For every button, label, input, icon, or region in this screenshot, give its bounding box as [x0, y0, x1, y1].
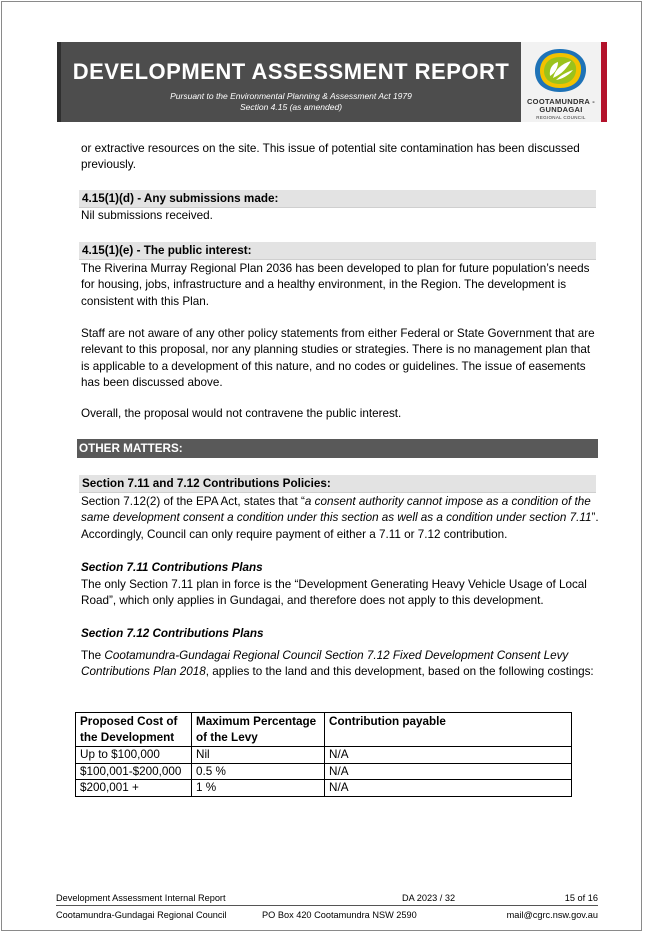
levy-header-contribution: Contribution payable — [325, 713, 572, 747]
contributions-quote: a consent authority cannot impose as a condition of the same development consent a condition under this section as well as a condition under section 7.11 — [81, 495, 592, 525]
public-interest-paragraph-3: Overall, the proposal would not contravene the public interest. — [81, 407, 402, 420]
levy-cell-percentage: 0.5 % — [192, 763, 325, 780]
footer-page-number: 15 of 16 — [564, 893, 598, 903]
levy-cell-contribution: N/A — [325, 763, 572, 780]
section-711-heading: Section 7.11 Contributions Plans — [81, 561, 263, 574]
levy-cell-cost: $100,001-$200,000 — [76, 763, 192, 780]
contributions-text-tail: ”. Accordingly, Council can only require payment of either a 7.11 or 7.12 contribution. — [81, 511, 599, 541]
levy-header-cost: Proposed Cost of the Development — [76, 713, 192, 747]
public-interest-paragraph-2: Staff are not aware of any other policy statements from either Federal or State Government that are relevant to this proposal, nor any planning studies or strategies. There is no management plan that is applicable to a development of this nature, and no codes or guidelines. The issue of easements has been discussed above. — [81, 327, 595, 389]
levy-cell-cost: Up to $100,000 — [76, 747, 192, 764]
report-header-banner — [57, 42, 607, 122]
report-subtitle-section: Section 4.15 (as amended) — [239, 102, 343, 112]
levy-cell-contribution: N/A — [325, 747, 572, 764]
section-712-plan-title: Cootamundra-Gundagai Regional Council Section 7.12 Fixed Development Consent Levy Contributions Plan 2018 — [81, 649, 569, 679]
footer-email: mail@cgrc.nsw.gov.au — [506, 910, 598, 920]
levy-header-percentage: Maximum Percentage of the Levy — [192, 713, 325, 747]
public-interest-paragraph-1: The Riverina Murray Regional Plan 2036 has been developed to plan for future population’s needs for housing, jobs, infrastructure and a healthy environment, in the Region. The development is consistent with this Plan. — [81, 262, 590, 308]
section-711-text: The only Section 7.11 plan in force is the “Development Generating Heavy Vehicle Usage of Local Road”, which only applies in Gundagai, and therefore does not apply to this development. — [81, 578, 587, 608]
council-logo — [521, 42, 601, 122]
levy-cell-percentage: Nil — [192, 747, 325, 764]
footer-da-number: DA 2023 / 32 — [402, 893, 456, 903]
logo-text-gundagai: GUNDAGAI — [539, 105, 583, 114]
document-page — [1, 1, 642, 931]
contributions-paragraph — [81, 494, 599, 543]
levy-table-header-row — [76, 713, 572, 747]
section-712-text — [81, 648, 599, 681]
public-interest-heading: 4.15(1)(e) - The public interest: — [79, 242, 596, 260]
table-row — [76, 747, 572, 764]
footer-divider — [56, 905, 598, 906]
levy-cell-percentage: 1 % — [192, 780, 325, 797]
contributions-policies-heading: Section 7.11 and 7.12 Contributions Policies: — [79, 475, 596, 493]
report-subtitle-act: Pursuant to the Environmental Planning & Assessment Act 1979 — [170, 91, 412, 101]
contributions-text-lead: Section 7.12(2) of the EPA Act, states that “ — [81, 495, 305, 508]
section-712-heading: Section 7.12 Contributions Plans — [81, 627, 264, 640]
report-title: DEVELOPMENT ASSESSMENT REPORT — [72, 59, 510, 84]
table-row — [76, 780, 572, 797]
table-row — [76, 763, 572, 780]
levy-cell-cost: $200,001 + — [76, 780, 192, 797]
section-712-text-lead: The — [81, 649, 105, 662]
levy-table — [75, 712, 572, 797]
submissions-heading: 4.15(1)(d) - Any submissions made: — [79, 190, 596, 208]
other-matters-heading: OTHER MATTERS: — [77, 439, 598, 458]
accent-red-bar — [601, 42, 607, 122]
logo-text-regional-council: REGIONAL COUNCIL — [536, 115, 586, 120]
section-712-text-tail: , applies to the land and this development, based on the following costings: — [205, 665, 594, 679]
council-logo-icon — [531, 46, 589, 94]
footer-address: PO Box 420 Cootamundra NSW 2590 — [262, 910, 417, 920]
logo-text-cootamundra: COOTAMUNDRA - — [526, 97, 596, 106]
footer-report-name: Development Assessment Internal Report — [56, 893, 226, 903]
levy-cell-contribution: N/A — [325, 780, 572, 797]
continuation-paragraph: or extractive resources on the site. This issue of potential site contamination has been discussed previously. — [81, 142, 580, 172]
submissions-text: Nil submissions received. — [81, 209, 213, 222]
footer-council-name: Cootamundra-Gundagai Regional Council — [56, 910, 227, 920]
